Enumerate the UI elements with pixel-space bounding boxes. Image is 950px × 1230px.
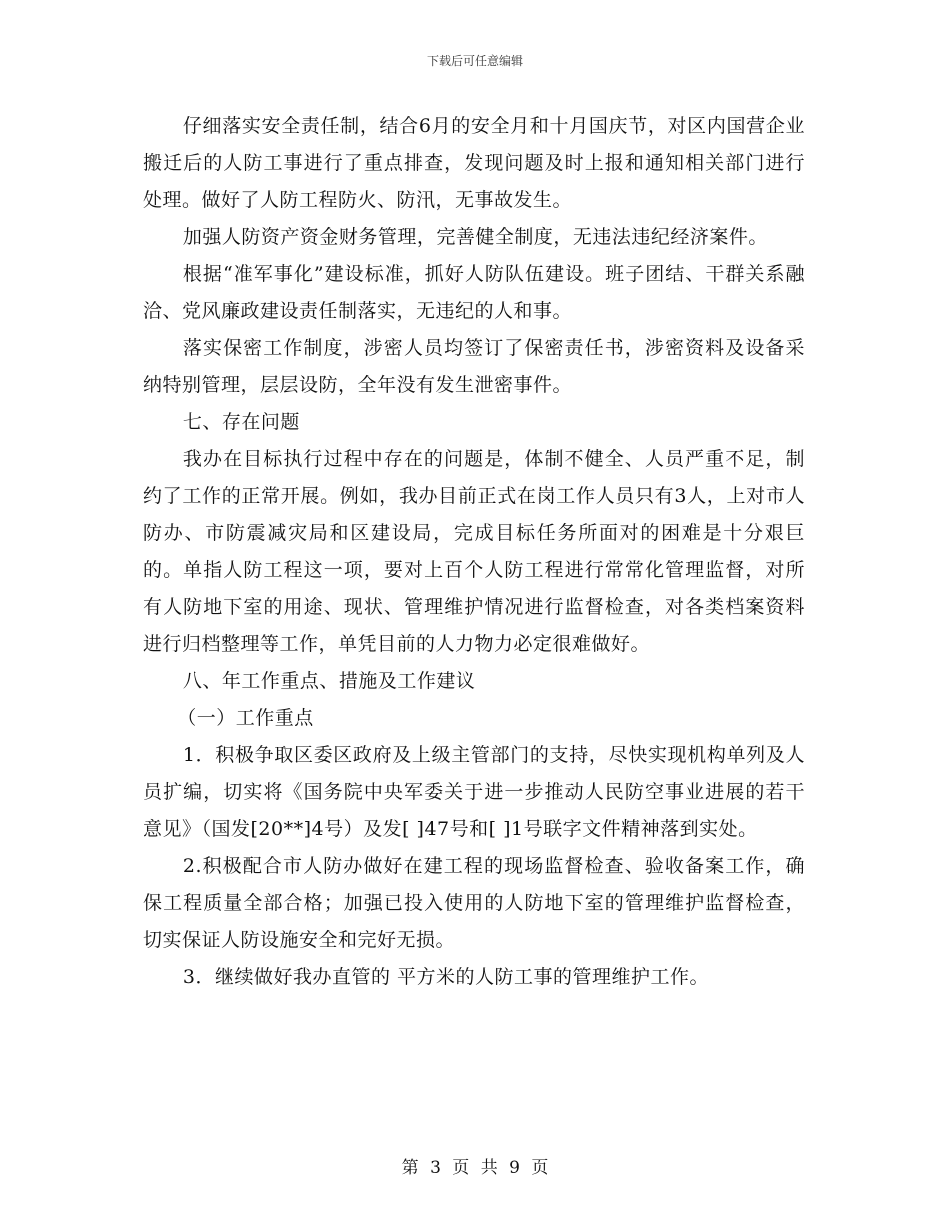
subsection-heading-work-focus: （一）工作重点 (177, 707, 314, 729)
paragraph-team-building: 根据“准军事化”建设标准，抓好人防队伍建设。班子团结、干群关系融洽、党风廉政建设责任制落实，无违纪的人和事。 (143, 263, 805, 322)
paragraph-finance-management: 加强人防资产资金财务管理，完善健全制度，无违法违纪经济案件。 (182, 226, 768, 248)
list-item-2: 2.积极配合市人防办做好在建工程的现场监督检查、验收备案工作，确保工程质量全部合格；加强已投入使用的人防地下室的管理维护监督检查，切实保证人防设施安全和完好无损。 (143, 855, 805, 951)
page-header: 下载后可任意编辑 (426, 54, 523, 68)
paragraph-problems: 我办在目标执行过程中存在的问题是，体制不健全、人员严重不足，制约了工作的正常开展。例如，我办目前正式在岗工作人员只有3人，上对市人防办、市防震减灾局和区建设局，完成目标任务所面对的困难是十分艰巨的。单指人防工程这一项，要对上百个人防工程进行常常化管理监督，对所有人防地下室的用途、现状、管理维护情况进行监督检查，对各类档案资料进行归档整理等工作，单凭目前的人力物力必定很难做好。 (143, 448, 805, 655)
page-number: 第 3 页 共 9 页 (401, 1158, 549, 1178)
section-heading-work-focus: 八、年工作重点、措施及工作建议 (182, 670, 476, 692)
section-heading-problems: 七、存在问题 (182, 411, 300, 433)
list-item-1: 1．积极争取区委区政府及上级主管部门的支持，尽快实现机构单列及人员扩编，切实将《国务院中央军委关于进一步推动人民防空事业进展的若干意见》（国发[20**]4号）及发[ ]47号和[ ]1号联字文件精神落到实处。 (143, 744, 805, 840)
paragraph-safety-inspection: 仔细落实安全责任制，结合6月的安全月和十月国庆节，对区内国营企业搬迁后的人防工事进行了重点排查，发现问题及时上报和通知相关部门进行处理。做好了人防工程防火、防汛，无事故发生。 (143, 115, 805, 211)
document-body (143, 108, 805, 996)
paragraph-confidentiality: 落实保密工作制度，涉密人员均签订了保密责任书，涉密资料及设备采纳特别管理，层层设防，全年没有发生泄密事件。 (143, 337, 805, 396)
list-item-3: 3．继续做好我办直管的 平方米的人防工事的管理维护工作。 (182, 966, 710, 988)
